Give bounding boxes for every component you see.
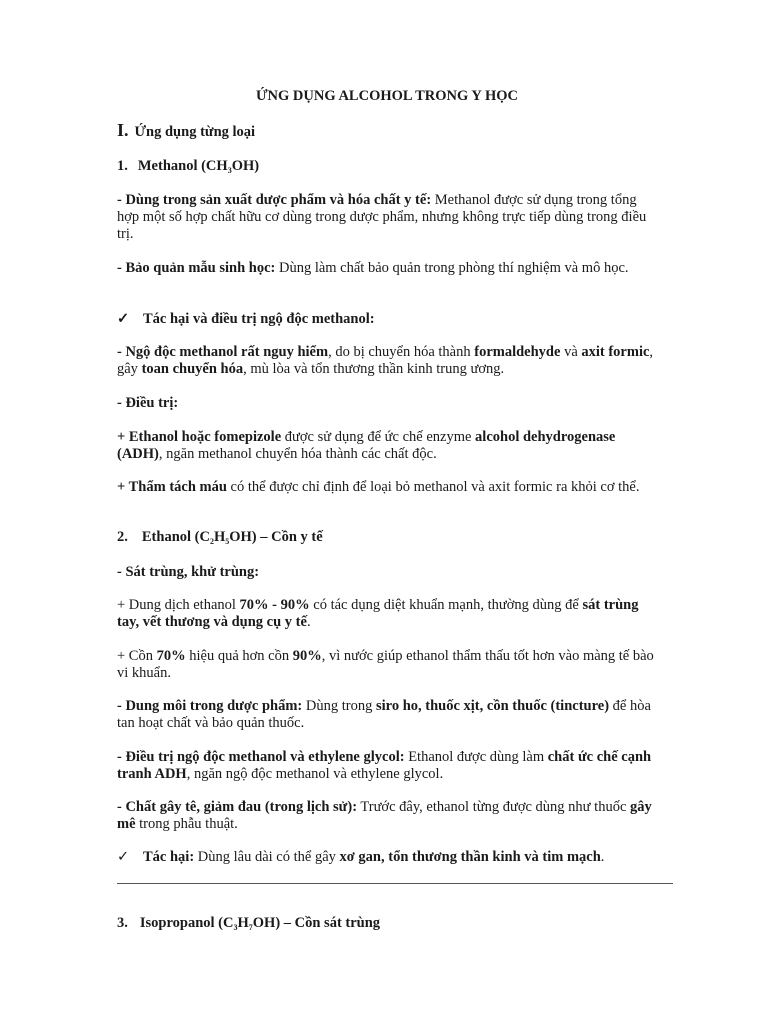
bold-text: xơ gan, tổn thương thần kinh và tim mạch [339, 849, 601, 865]
checklist-label: Tác hại và điều trị ngộ độc methanol: [143, 311, 375, 327]
bold-text: chất ức chế cạnh tranh ADH [117, 749, 652, 782]
isopropanol-heading [117, 915, 657, 932]
bold-text: - Điều trị: [117, 395, 179, 411]
text: . [306, 614, 311, 630]
bold-text: - Điều trị ngộ độc methanol và ethylene glycol: [117, 749, 405, 765]
horizontal-rule [117, 883, 673, 884]
bold-text: - Bảo quản mẫu sinh học: [117, 260, 276, 276]
methanol-heading [117, 158, 657, 175]
paragraph [117, 260, 657, 277]
bold-text: alcohol dehydrogenase (ADH) [117, 429, 616, 462]
bold-text: axit formic [581, 344, 650, 360]
heading-text: Methanol (CH [137, 158, 228, 174]
subscript: 3 [227, 166, 232, 175]
paragraph [117, 344, 657, 378]
bold-text: gây mê [117, 799, 652, 832]
checkmark-icon: ✓ [117, 311, 130, 327]
checklist-item [117, 311, 657, 328]
text: Dùng làm chất bảo quản trong phòng thí nghiệm và mô học. [275, 260, 629, 276]
text: có tác dụng diệt khuẩn mạnh, thường dùng để [309, 597, 583, 613]
subscript: 2 [209, 537, 214, 546]
checkmark-icon: ✓ [117, 849, 130, 865]
section-heading-1 [117, 122, 657, 141]
text: Dùng lâu dài có thể gây [194, 849, 340, 865]
bold-text: sát trùng tay, vết thương và dụng cụ y tế [117, 597, 639, 630]
text: Methanol được sử dụng trong tổng hợp một số hợp chất hữu cơ dùng trong dược phẩm, nhưng không trực tiếp dùng trong điều trị. [117, 192, 647, 242]
bold-text: toan chuyển hóa [141, 361, 244, 377]
heading-text: Ethanol (C [141, 529, 210, 545]
heading-text: H [237, 915, 249, 931]
heading-text: Isopropanol (C [139, 915, 234, 931]
bold-text: siro ho, thuốc xịt, cồn thuốc (tincture) [375, 698, 610, 714]
paragraph [117, 429, 657, 463]
document-title: ỨNG DỤNG ALCOHOL TRONG Y HỌC [256, 88, 518, 104]
bold-text: + Ethanol hoặc fomepizole [117, 429, 282, 445]
bold-text: - Chất gây tê, giảm đau (trong lịch sử): [117, 799, 358, 815]
text: . [600, 849, 605, 865]
heading-number: 3. [117, 915, 128, 931]
paragraph [117, 192, 657, 243]
text: để hòa tan hoạt chất và bảo quản thuốc. [117, 698, 651, 731]
section-label: Ứng dụng từng loại [134, 124, 256, 140]
section-number: I. [117, 120, 129, 140]
text: , ngăn ngộ độc methanol và ethylene glycol. [186, 766, 444, 782]
text: + Dung dịch ethanol [117, 597, 240, 613]
text: Ethanol được dùng làm [404, 749, 548, 765]
bold-text: 90% [292, 648, 322, 664]
heading-text: OH) [231, 158, 260, 174]
text: + Cồn [117, 648, 157, 664]
bold-text: formaldehyde [474, 344, 561, 360]
text: Dùng trong [302, 698, 376, 714]
text: được sử dụng để ức chế enzyme [281, 429, 476, 445]
text: trong phẫu thuật. [135, 816, 238, 832]
heading-text: H [213, 529, 226, 545]
paragraph [117, 698, 657, 732]
text: có thể được chỉ định để loại bỏ methanol và axit formic ra khỏi cơ thể. [226, 479, 640, 495]
heading-text: OH) – Cồn y tế [229, 529, 323, 545]
subscript: 7 [248, 923, 253, 932]
bold-text: - Dùng trong sản xuất dược phẩm và hóa chất y tế: [117, 192, 432, 208]
text: , ngăn methanol chuyển hóa thành các chất độc. [158, 446, 437, 462]
bold-text: - Dung môi trong dược phẩm: [117, 698, 303, 714]
bold-text: - Ngộ độc methanol rất nguy hiểm [117, 344, 329, 360]
text: , mù lòa và tổn thương thần kinh trung ương. [243, 361, 505, 377]
text: Trước đây, ethanol từng được dùng như thuốc [357, 799, 631, 815]
paragraph [117, 395, 657, 412]
heading-text: OH) – Cồn sát trùng [252, 915, 381, 931]
text: , gây [117, 344, 654, 377]
bold-text: + Thẩm tách máu [117, 479, 227, 495]
bold-text: - Sát trùng, khử trùng: [117, 564, 260, 580]
bold-text: 70% - 90% [239, 597, 310, 613]
paragraph [117, 749, 657, 783]
subscript: 3 [233, 923, 238, 932]
paragraph [117, 479, 657, 496]
paragraph [117, 799, 657, 833]
ethanol-heading [117, 529, 657, 546]
heading-number: 2. [117, 529, 128, 545]
subscript: 5 [225, 537, 230, 546]
heading-number: 1. [117, 158, 128, 174]
paragraph [117, 648, 657, 682]
bold-text: 70% [156, 648, 186, 664]
text: và [560, 344, 582, 360]
bold-text: Tác hại: [143, 849, 195, 865]
text: , do bị chuyển hóa thành [328, 344, 475, 360]
paragraph [117, 564, 657, 581]
paragraph [117, 597, 657, 631]
text: , vì nước giúp ethanol thẩm thấu tốt hơn vào màng tế bào vi khuẩn. [117, 648, 654, 681]
checklist-item [117, 849, 657, 866]
text: hiệu quả hơn cồn [185, 648, 293, 664]
